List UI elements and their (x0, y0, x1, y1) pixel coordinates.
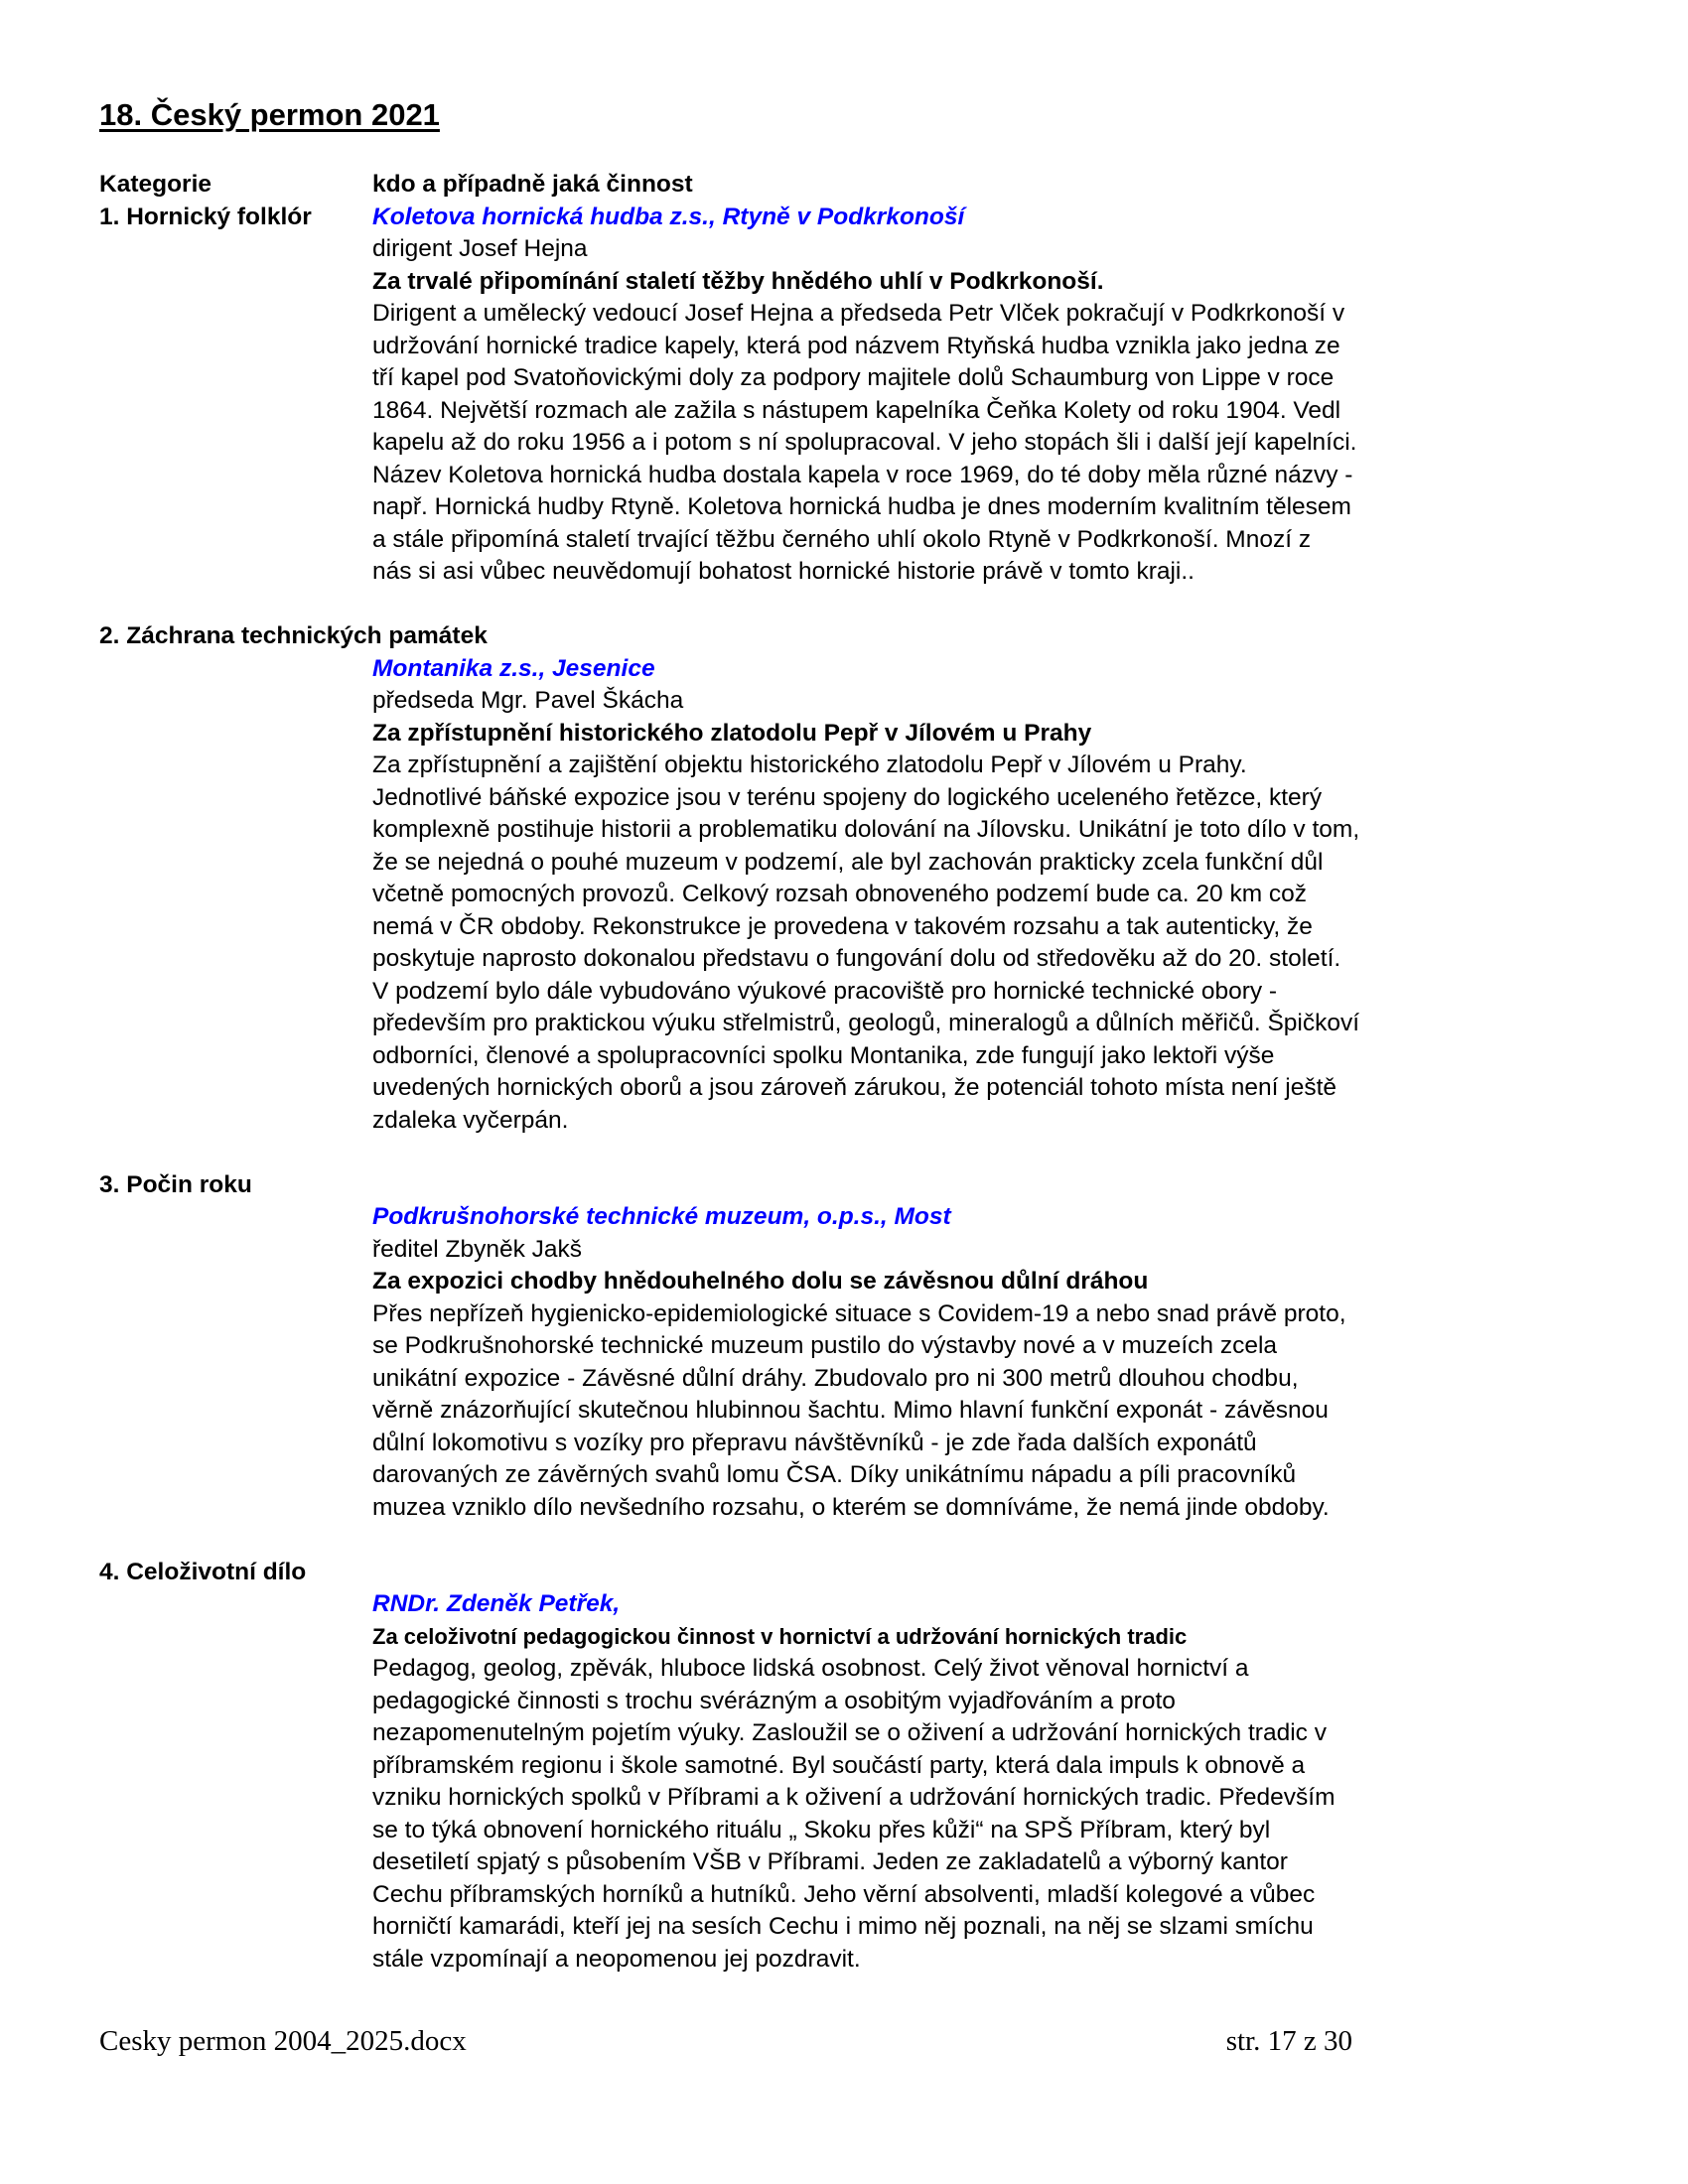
text-line: odborníci, členové a spolupracovníci spolku Montanika, zde fungují jako lektoři výše (372, 1041, 1275, 1069)
text-line: V podzemí bylo dále vybudováno výukové pracoviště pro hornické technické obory - (372, 977, 1278, 1005)
person-name: ředitel Zbyněk Jakš (372, 1235, 583, 1263)
text-line: včetně pomocných provozů. Celkový rozsah obnoveného podzemí bude ca. 20 km což (372, 881, 1308, 907)
text-line: že se nejedná o pouhé muzeum v podzemí, ale byl zachován prakticky zcela funkční důl (372, 848, 1324, 876)
text-line: kapelu až do roku 1956 a i potom s ní spolupracoval. V jeho stopách šli i další její kapelníci. (372, 429, 1357, 456)
text-line: desetiletí spjatý s působením VŠB v Příbrami. Jeden ze zakladatelů a výborný kantor (372, 1848, 1288, 1875)
category-label: 4. Celoživotní dílo (99, 1558, 307, 1585)
award-section-4 (99, 1557, 1509, 1977)
award-section-3 (99, 1169, 1509, 1525)
organization-name: Montanika z.s., Jesenice (372, 654, 655, 682)
category-label: 3. Počin roku (99, 1170, 252, 1198)
description-paragraph (372, 750, 1509, 1137)
page-footer (99, 2025, 1352, 2058)
text-line: důlní lokomotivu s vozíky pro přepravu návštěvníků - je zde řada dalších exponátů (372, 1429, 1257, 1456)
award-reason: Za zpřístupnění historického zlatodolu Pepř v Jílovém u Prahy (372, 719, 1092, 747)
text-line: stále vzpomínají a neopomenou jej pozdravit. (372, 1945, 861, 1973)
award-section-1 (99, 202, 1509, 589)
text-line: zdaleka vyčerpán. (372, 1106, 569, 1134)
text-line: a stále připomíná staletí trvající těžbu černého uhlí okolo Rtyně v Podkrkonoší. Mnozí z (372, 525, 1312, 553)
text-line: darovaných ze závěrných svahů lomu ČSA. Díky unikátnímu nápadu a píli pracovníků (372, 1461, 1297, 1488)
text-line: horničtí kamarádi, kteří jej na sesích Cechu i mimo něj poznali, na něj se slzami smíchu (372, 1913, 1314, 1940)
text-line: se Podkrušnohorské technické muzeum pustilo do výstavby nové a v muzeích zcela (372, 1332, 1278, 1359)
text-line: poskytuje naprosto dokonalou představu o fungování dolu od středověku až do 20. století. (372, 945, 1341, 972)
organization-name: Koletova hornická hudba z.s., Rtyně v Podkrkonoší (372, 203, 965, 230)
award-reason: Za trvalé připomínání staletí těžby hnědého uhlí v Podkrkonoší. (372, 267, 1104, 295)
description-paragraph (372, 1298, 1509, 1525)
who-column-header: kdo a případně jaká činnost (372, 171, 693, 198)
text-line: Za zpřístupnění a zajištění objektu historického zlatodolu Pepř v Jílovém u Prahy. (372, 751, 1247, 778)
page-title: 18. Český permon 2021 (99, 97, 440, 132)
award-reason: Za celoživotní pedagogickou činnost v hornictví a udržování hornických tradic (372, 1623, 1188, 1649)
spacer (99, 589, 1509, 621)
text-line: nemá v ČR obdoby. Rekonstrukce je provedena v takovém rozsahu a tak autenticky, že (372, 912, 1313, 940)
award-section-2 (99, 620, 1509, 1137)
text-line: muzea vzniklo dílo nevšedního rozsahu, o kterém se domníváme, že nemá jinde obdoby. (372, 1493, 1330, 1521)
text-line: 1864. Největší rozmach ale zažila s nástupem kapelníka Čeňka Kolety od roku 1904. Vedl (372, 396, 1341, 424)
text-line: příbramském regionu i škole samotné. Byl součástí party, která dala impuls k obnově a (372, 1751, 1306, 1779)
text-line: pedagogické činnosti s trochu svérázným a osobitým vyjadřováním a proto (372, 1687, 1176, 1714)
text-line: nezapomenutelným pojetím výuky. Zasloužil se o oživení a udržování hornických tradic v (372, 1719, 1327, 1746)
person-name: předseda Mgr. Pavel Škácha (372, 687, 684, 714)
table-header (99, 169, 1509, 202)
organization-name: Podkrušnohorské technické muzeum, o.p.s., Most (372, 1203, 951, 1230)
text-line: Název Koletova hornická hudba dostala kapela v roce 1969, do té doby měla různé názvy - (372, 461, 1353, 488)
text-line: Přes nepřízeň hygienicko-epidemiologické situace s Covidem-19 a nebo snad právě proto, (372, 1299, 1346, 1327)
text-line: komplexně postihuje historii a problematiku dolování na Jílovsku. Unikátní je toto dílo v tom, (372, 816, 1360, 843)
text-line: uvedených hornických oborů a jsou zároveň zárukou, že potenciál tohoto místa není ještě (372, 1074, 1337, 1101)
text-line: věrně znázorňující skutečnou hlubinnou šachtu. Mimo hlavní funkční exponát - závěsnou (372, 1397, 1329, 1424)
footer-page-number: str. 17 z 30 (1225, 2025, 1352, 2057)
footer-filename: Cesky permon 2004_2025.docx (99, 2025, 467, 2057)
text-line: Pedagog, geolog, zpěvák, hluboce lidská osobnost. Celý život věnoval hornictví a (372, 1655, 1249, 1682)
person-name: dirigent Josef Hejna (372, 235, 588, 262)
awards-document (99, 169, 1509, 1976)
spacer (99, 1524, 1509, 1557)
category-column-header: Kategorie (99, 171, 212, 198)
category-label: 1. Hornický folklór (99, 203, 312, 230)
spacer (99, 1137, 1509, 1169)
text-line: se to týká obnovení hornického rituálu „ Skoku přes kůži“ na SPŠ Příbram, který byl (372, 1816, 1271, 1843)
description-paragraph (372, 298, 1509, 589)
text-line: nás si asi vůbec neuvědomují bohatost hornické historie právě v tomto kraji.. (372, 558, 1195, 585)
award-reason: Za expozici chodby hnědouhelného dolu se závěsnou důlní dráhou (372, 1268, 1149, 1295)
text-line: především pro praktickou výuku střelmistrů, geologů, mineralogů a důlních měřičů. Špičkoví (372, 1010, 1360, 1036)
text-line: Jednotlivé báňské expozice jsou v terénu spojeny do logického uceleného řetězce, který (372, 783, 1323, 811)
text-line: Dirigent a umělecký vedoucí Josef Hejna a předseda Petr Vlček pokračují v Podkrkonoší v (372, 300, 1345, 327)
text-line: Cechu příbramských horníků a hutníků. Jeho věrní absolventi, mladší kolegové a vůbec (372, 1880, 1316, 1908)
description-paragraph (372, 1653, 1509, 1976)
text-line: udržování hornické tradice kapely, která pod názvem Rtyňská hudba vznikla jako jedna ze (372, 332, 1340, 359)
text-line: např. Hornická hudby Rtyně. Koletova hornická hudba je dnes moderním kvalitním tělesem (372, 493, 1351, 520)
text-line: tří kapel pod Svatoňovickými doly za podpory majitele dolů Schaumburg von Lippe v roce (372, 364, 1335, 391)
text-line: unikátní expozice - Závěsné důlní dráhy. Zbudovalo pro ni 300 metrů dlouhou chodbu, (372, 1364, 1299, 1392)
category-label: 2. Záchrana technických památek (99, 622, 488, 649)
person-name: RNDr. Zdeněk Petřek, (372, 1590, 621, 1617)
text-line: vzniku hornických spolků v Příbrami a k oživení a udržování hornických tradic. Především (372, 1784, 1336, 1811)
